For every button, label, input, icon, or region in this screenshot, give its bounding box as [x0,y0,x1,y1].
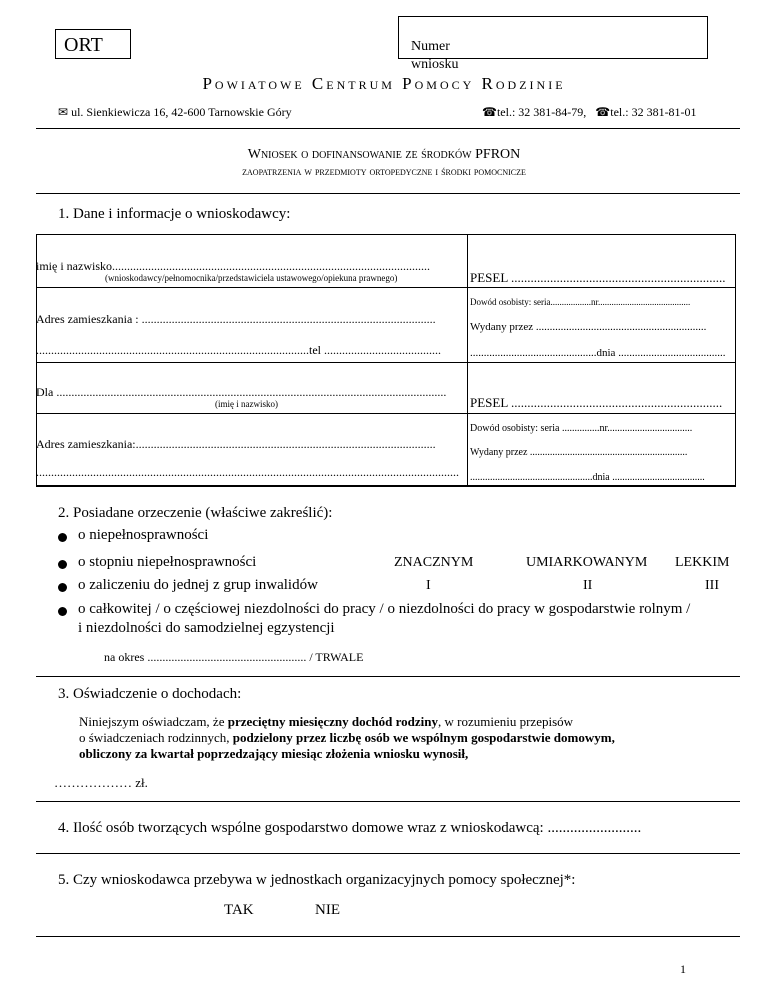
income-statement-line1 [79,714,573,730]
option-tak[interactable]: TAK [224,902,254,918]
form-title: Wniosek o dofinansowanie ze środków PFRON [247,147,521,162]
dowod2-field[interactable]: Dowód osobisty: seria ...............nr.................................. [470,423,693,434]
option-niezdolnosc-line2: i niezdolności do samodzielnej egzystencji [78,620,335,636]
dnia2-field[interactable]: .................................................dnia ..................................... [470,472,705,483]
income-text: Niniejszym oświadczam, że [79,714,228,729]
bullet-icon [58,583,67,592]
option-grupa-i[interactable]: I [426,578,431,593]
header-divider [36,128,740,129]
section2-heading: 2. Posiadane orzeczenie (właściwe zakreślić): [58,505,333,521]
dowod1-field[interactable]: Dowód osobisty: seria..................nr......................................... [470,297,691,307]
bullet-icon [58,533,67,542]
dla-hint: (imię i nazwisko) [215,399,278,409]
address-line [58,105,292,120]
income-text: o świadczeniach rodzinnych, [79,730,233,745]
income-text-bold: przeciętny miesięczny dochód rodziny [227,714,438,729]
table-row-divider [37,287,735,288]
phone-field[interactable]: ...........................................................................................tel ....................................... [36,343,441,357]
table-row-divider [37,485,735,486]
section4-divider [36,853,740,854]
address1-field[interactable]: Adres zamieszkania : .................................................................................................. [36,312,436,326]
address2-field[interactable]: Adres zamieszkania:.................................................................................................... [36,437,436,451]
income-statement-line2 [79,730,615,746]
section5-heading: 5. Czy wnioskodawca przebywa w jednostkach organizacyjnych pomocy społecznej*: [58,872,576,888]
option-lekkim[interactable]: LEKKIM [675,555,730,570]
phone1-text: tel.: 32 381-84-79, [496,105,587,119]
income-amount-field[interactable]: ……………… zł. [54,775,148,790]
org-name: Powiatowe Centrum Pomocy Rodzinie [202,74,566,93]
option-stopien[interactable]: o stopniu niepełnosprawności [78,554,257,570]
household-size-field[interactable]: 4. Ilość osób tworzących wspólne gospodarstwo domowe wraz z wnioskodawcą: ......................... [58,820,642,836]
ort-label: ORT [64,34,103,56]
option-grupa-iii[interactable]: III [705,578,719,593]
bullet-icon [58,607,67,616]
dnia1-field[interactable]: ..............................................dnia ....................................... [470,347,726,359]
option-nie[interactable]: NIE [315,902,340,918]
table-row-divider [37,362,735,363]
page-number: 1 [680,962,686,976]
phone-icon: ☎ [595,105,611,119]
income-statement-line3: obliczony za kwartał poprzedzający miesiąc złożenia wniosku wynosił, [79,746,469,761]
section5-divider [36,936,740,937]
wydany1-field[interactable]: Wydany przez .............................................................. [470,321,707,333]
applicant-name-field[interactable]: imię i nazwisko.......................................................................................................... [36,259,430,273]
ort-box [55,29,131,59]
phone-line [482,105,697,120]
form-subtitle: zaopatrzenia w przedmioty ortopedyczne i środki pomocnicze [242,164,526,178]
wydany2-field[interactable]: Wydany przez ............................................................... [470,447,688,458]
option-niepelnosprawnosci[interactable]: o niepełnosprawności [78,527,209,543]
envelope-icon: ✉ [58,105,69,119]
bullet-icon [58,560,67,569]
pesel1-field[interactable]: PESEL .................................................................. [470,270,726,285]
option-grupa-ii[interactable]: II [583,578,593,593]
address2-continuation-field[interactable]: ............................................................................................................................................. [36,465,459,479]
phone2-text: tel.: 32 381-81-01 [610,105,697,119]
section3-divider [36,801,740,802]
income-text: , w rozumieniu przepisów [438,714,574,729]
table-row-divider [37,413,735,414]
section1-heading: 1. Dane i informacje o wnioskodawcy: [58,206,291,222]
section3-heading: 3. Oświadczenie o dochodach: [58,686,242,702]
title-divider [36,193,740,194]
table-vertical-divider [467,235,468,486]
dla-field[interactable]: Dla .................................................................................................................................. [36,385,447,399]
applicant-name-hint: (wnioskodawcy/pełnomocnika/przedstawiciela ustawowego/opiekuna prawnego) [105,273,398,283]
pesel2-field[interactable]: PESEL ................................................................. [470,395,723,410]
section2-divider [36,676,740,677]
option-grupa-inwalidow[interactable]: o zaliczeniu do jednej z grup inwalidów [78,577,318,593]
option-umiarkowanym[interactable]: UMIARKOWANYM [526,555,648,570]
income-text-bold: podzielony przez liczbę osób we wspólnym gospodarstwie domowym, [232,730,615,745]
okres-field[interactable]: na okres ..................................................... / TRWALE [104,650,364,664]
option-znacznym[interactable]: ZNACZNYM [394,555,474,570]
address-text: ul. Sienkiewicza 16, 42-600 Tarnowskie Góry [71,105,292,119]
numer-wniosku-box [398,16,708,72]
option-niezdolnosc[interactable]: o całkowitej / o częściowej niezdolności do pracy / o niezdolności do pracy w gospodarstwie rolnym / [78,601,691,617]
numer-wniosku-label: Numer wniosku [411,39,459,72]
phone-icon: ☎ [482,105,497,119]
